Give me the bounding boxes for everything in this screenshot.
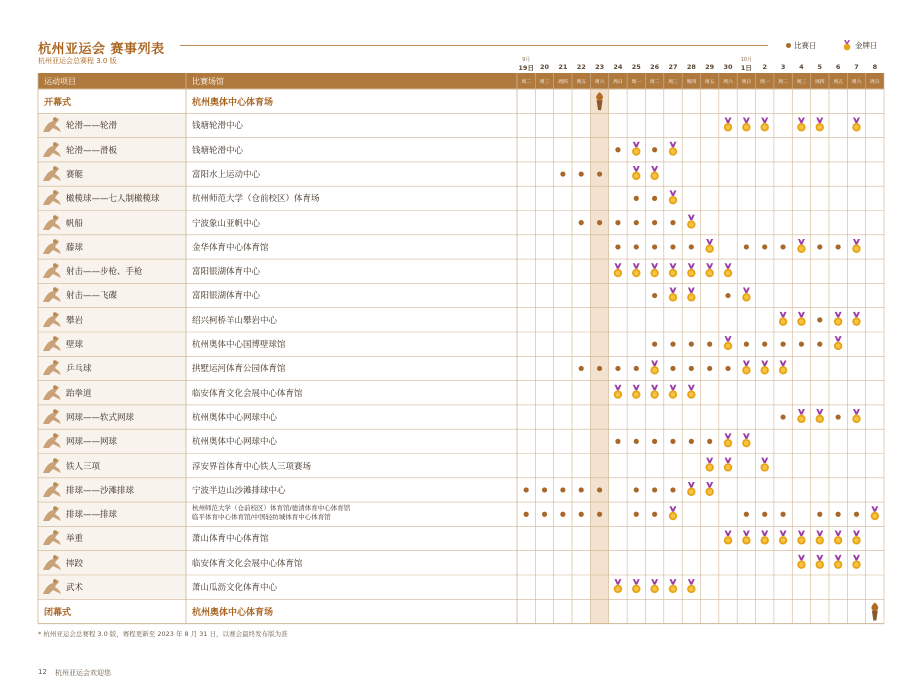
- sport-name: 帆船: [66, 218, 84, 229]
- venue-name: 杭州奥体中心网球中心: [192, 437, 278, 448]
- weekday-label: 周日: [613, 80, 623, 85]
- competition-day-dot: [597, 171, 602, 176]
- sport-name: 摔跤: [66, 558, 84, 569]
- venue-name: 金华体育中心体育馆: [192, 242, 269, 253]
- gold-medal-mark: [761, 360, 769, 374]
- beach-volleyball-icon: [40, 481, 64, 500]
- venue-name: 淳安界首体育中心铁人三项赛场: [192, 461, 312, 472]
- venue-name: 宁波象山亚帆中心: [192, 218, 261, 229]
- competition-day-dot: [579, 220, 584, 225]
- competition-day-dot: [634, 512, 639, 517]
- gold-medal-mark: [687, 288, 695, 302]
- gold-medal-mark: [705, 458, 713, 472]
- venue-name: 临安体育文化会展中心体育馆: [192, 558, 303, 569]
- competition-day-dot: [597, 220, 602, 225]
- date-label: 22: [576, 63, 586, 71]
- gold-medal-mark: [705, 239, 713, 253]
- gold-medal-mark: [816, 531, 824, 545]
- competition-day-dot: [579, 487, 584, 492]
- competition-day-dot: [652, 147, 657, 152]
- competition-day-dot: [707, 439, 712, 444]
- gold-medal-mark: [705, 263, 713, 277]
- gold-medal-mark: [650, 385, 658, 399]
- sport-name: 攀岩: [66, 315, 84, 326]
- wrestling-icon: [40, 554, 64, 573]
- venue-name: 拱墅运河体育公园体育馆: [192, 364, 286, 375]
- gold-medal-mark: [705, 482, 713, 496]
- weekday-label: 周四: [814, 80, 825, 85]
- venue-name: 临安体育文化会展中心体育馆: [192, 388, 303, 399]
- date-label: 6: [835, 63, 841, 71]
- sport-name: 跆拳道: [66, 388, 92, 399]
- gold-medal-mark: [614, 579, 622, 593]
- triathlon-icon: [40, 457, 64, 476]
- skateboarding-icon: [40, 141, 64, 160]
- competition-day-dot: [817, 512, 822, 517]
- taekwondo-icon: [40, 384, 64, 403]
- competition-day-dot: [597, 512, 602, 517]
- competition-day-dot: [670, 366, 675, 371]
- competition-day-dot: [652, 512, 657, 517]
- venue-name: 宁波半边山沙滩排球中心: [192, 485, 286, 496]
- gold-medal-mark: [852, 409, 860, 423]
- competition-day-dot: [744, 342, 749, 347]
- competition-day-dot: [707, 342, 712, 347]
- competition-day-dot: [579, 171, 584, 176]
- competition-day-dot: [780, 342, 785, 347]
- gold-medal-mark: [852, 239, 860, 253]
- gold-medal-mark: [797, 117, 805, 131]
- sepaktakraw-icon: [40, 238, 64, 257]
- sailing-icon: [40, 214, 64, 233]
- weekday-label: 周二: [778, 80, 788, 85]
- gold-medal-mark: [852, 117, 860, 131]
- weekday-label: 周一: [759, 80, 770, 85]
- competition-day-dot: [854, 512, 859, 517]
- month-label: 9月: [522, 57, 531, 63]
- gold-medal-mark: [650, 166, 658, 180]
- ceremony-name: 闭幕式: [44, 608, 72, 619]
- sport-name: 网球——网球: [66, 437, 118, 448]
- sport-name: 赛艇: [66, 169, 84, 180]
- date-label: 21: [558, 63, 568, 71]
- venue-name: 富阳银湖体育中心: [192, 267, 261, 278]
- sport-name: 武术: [66, 583, 84, 593]
- date-label: 30: [723, 63, 733, 71]
- sport-name: 射击——步枪、手枪: [66, 267, 143, 278]
- date-label: 28: [686, 63, 696, 71]
- sport-column-header: 运动项目: [44, 77, 76, 86]
- sport-name: 网球——软式网球: [66, 412, 135, 423]
- trap-shooting-icon: [40, 286, 64, 305]
- venue-name: 杭州奥体中心国博壁球馆: [192, 340, 286, 350]
- weekday-label: 周四: [558, 80, 568, 85]
- competition-day-dot: [615, 220, 620, 225]
- competition-day-dot: [817, 342, 822, 347]
- sport-name: 壁球: [66, 340, 84, 350]
- legend-competition-label: 比赛日: [794, 41, 817, 50]
- gold-medal-mark: [614, 385, 622, 399]
- competition-day-dot: [744, 244, 749, 249]
- date-label: 4: [799, 63, 804, 71]
- footnote: * 杭州亚运会总赛程 3.0 版，赛程更新至 2023 年 8 月 31 日，以赛会最终发布版为准: [38, 630, 288, 638]
- soft-tennis-icon: [40, 408, 64, 427]
- competition-day-dot: [762, 244, 767, 249]
- competition-day-dot: [634, 196, 639, 201]
- gold-medal-mark: [797, 555, 805, 569]
- gold-medal-mark: [779, 312, 787, 326]
- weekday-label: 周日: [870, 80, 880, 85]
- gold-medal-mark: [669, 506, 677, 520]
- gold-medal-mark: [834, 555, 842, 569]
- competition-day-dot: [615, 147, 620, 152]
- weekday-label: 周五: [576, 80, 587, 85]
- weekday-label: 周二: [649, 80, 660, 85]
- competition-day-dot: [615, 244, 620, 249]
- sport-name: 乒乓球: [66, 364, 92, 375]
- gold-medal-mark: [632, 579, 640, 593]
- competition-day-dot: [689, 366, 694, 371]
- venue-name: 萧山体育中心体育馆: [192, 534, 269, 545]
- competition-day-dot: [634, 220, 639, 225]
- venue-column-header: 比赛场馆: [192, 77, 224, 86]
- gold-medal-mark: [669, 263, 677, 277]
- competition-day-dot: [689, 342, 694, 347]
- weekday-label: 周六: [594, 80, 605, 85]
- shooting-icon: [40, 262, 64, 281]
- gold-medal-mark: [871, 506, 879, 520]
- gold-medal-mark: [724, 336, 732, 350]
- competition-day-dot: [615, 366, 620, 371]
- gold-medal-mark: [724, 117, 732, 131]
- competition-day-dot: [542, 487, 547, 492]
- venue-name: 钱塘轮滑中心: [192, 145, 244, 156]
- gold-medal-mark: [669, 142, 677, 156]
- weekday-label: 周三: [796, 80, 807, 85]
- competition-day-dot: [817, 317, 822, 322]
- competition-day-dot: [560, 512, 565, 517]
- gold-medal-mark: [742, 531, 750, 545]
- competition-day-dot: [670, 220, 675, 225]
- competition-day-dot: [615, 439, 620, 444]
- competition-day-dot: [836, 244, 841, 249]
- wushu-icon: [40, 578, 64, 597]
- weightlifting-icon: [40, 529, 64, 548]
- gold-medal-mark: [650, 263, 658, 277]
- sport-name: 轮滑——轮滑: [66, 121, 118, 132]
- gold-medal-mark: [650, 360, 658, 374]
- gold-medal-mark: [669, 579, 677, 593]
- sport-name: 排球——排球: [66, 510, 118, 521]
- gold-medal-mark: [669, 288, 677, 302]
- gold-medal-mark: [797, 239, 805, 253]
- gold-medal-mark: [724, 458, 732, 472]
- gold-medal-mark: [742, 433, 750, 447]
- gold-medal-mark: [742, 288, 750, 302]
- venue-name: [192, 504, 350, 521]
- sport-name: 轮滑——滑板: [66, 145, 118, 156]
- venue-name: 富阳水上运动中心: [192, 169, 261, 180]
- competition-day-dot: [744, 512, 749, 517]
- weekday-label: 周四: [686, 80, 697, 85]
- competition-day-dot: [725, 293, 730, 298]
- rugby-icon: [40, 189, 64, 208]
- date-label: 25: [631, 63, 641, 71]
- tennis-icon: [40, 432, 64, 451]
- gold-medal-mark: [669, 190, 677, 204]
- date-label: 5: [817, 63, 823, 71]
- weekday-label: 周六: [851, 80, 862, 85]
- volleyball-icon: [40, 505, 64, 524]
- month-label: 10月: [740, 57, 753, 63]
- competition-day-dot: [597, 366, 602, 371]
- gold-medal-mark: [724, 433, 732, 447]
- page-number: 12: [38, 668, 47, 676]
- date-label: 3: [780, 63, 786, 71]
- competition-day-dot: [725, 366, 730, 371]
- competition-day-dot: [670, 244, 675, 249]
- competition-day-dot: [542, 512, 547, 517]
- gold-medal-mark: [852, 555, 860, 569]
- roller-skating-icon: [40, 116, 64, 135]
- footer-text: 杭州亚运会欢迎您: [55, 669, 111, 677]
- gold-medal-mark: [632, 142, 640, 156]
- competition-day-dot: [652, 293, 657, 298]
- competition-day-dot: [836, 512, 841, 517]
- squash-icon: [40, 335, 64, 354]
- date-label: 1日: [740, 64, 752, 72]
- competition-day-dot: [689, 244, 694, 249]
- rowing-icon: [40, 165, 64, 184]
- page-subtitle: 杭州亚运会总赛程 3.0 版: [38, 57, 117, 65]
- date-label: 26: [650, 63, 660, 71]
- table-tennis-icon: [40, 359, 64, 378]
- gold-medal-mark: [687, 482, 695, 496]
- competition-day-dot: [817, 244, 822, 249]
- gold-medal-mark: [834, 531, 842, 545]
- venue-name: 钱塘轮滑中心: [192, 121, 244, 132]
- gold-medal-mark: [761, 458, 769, 472]
- competition-day-dot: [560, 171, 565, 176]
- weekday-label: 周三: [668, 80, 678, 85]
- competition-day-dot: [799, 342, 804, 347]
- sport-name: 橄榄球——七人制橄榄球: [66, 194, 160, 205]
- gold-medal-mark: [816, 117, 824, 131]
- competition-day-dot: [780, 512, 785, 517]
- competition-day-dot: [634, 244, 639, 249]
- gold-medal-mark: [632, 263, 640, 277]
- venue-name: 富阳银湖体育中心: [192, 291, 261, 302]
- sport-name: 射击——飞碟: [66, 291, 118, 302]
- competition-day-dot: [780, 414, 785, 419]
- venue-name: 杭州奥体中心网球中心: [192, 412, 278, 423]
- competition-day-dot: [634, 487, 639, 492]
- competition-day-dot: [579, 366, 584, 371]
- date-label: 23: [595, 63, 605, 71]
- gold-medal-mark: [669, 385, 677, 399]
- competition-day-dot: [652, 196, 657, 201]
- date-label: 19日: [518, 64, 534, 72]
- weekday-label: 周日: [741, 80, 752, 85]
- gold-medal-mark: [816, 555, 824, 569]
- sport-name: 举重: [66, 534, 84, 545]
- competition-day-dot: [836, 414, 841, 419]
- gold-medal-mark: [852, 312, 860, 326]
- gold-medal-mark: [761, 531, 769, 545]
- competition-day-dot: [652, 342, 657, 347]
- competition-day-dot: [579, 512, 584, 517]
- competition-day-dot: [689, 439, 694, 444]
- date-label: 8: [872, 63, 878, 71]
- gold-medal-mark: [742, 360, 750, 374]
- gold-medal-mark: [852, 531, 860, 545]
- competition-day-dot: [762, 342, 767, 347]
- gold-medal-mark: [834, 312, 842, 326]
- competition-day-dot: [652, 439, 657, 444]
- competition-day-dot: [524, 512, 529, 517]
- date-label: 29: [705, 63, 715, 71]
- gold-medal-mark: [687, 385, 695, 399]
- sport-name: 藤球: [66, 242, 84, 253]
- gold-medal-mark: [724, 531, 732, 545]
- date-label: 2: [762, 63, 768, 71]
- weekday-label: 周五: [833, 80, 843, 85]
- gold-medal-mark: [779, 360, 787, 374]
- gold-medal-mark: [834, 336, 842, 350]
- gold-medal-mark: [687, 215, 695, 229]
- weekday-label: 周一: [631, 80, 642, 85]
- gold-medal-mark: [797, 409, 805, 423]
- date-label: 24: [613, 63, 623, 71]
- legend-gold-label: 金牌日: [855, 41, 878, 50]
- gold-medal-mark: [761, 117, 769, 131]
- venue-line: 杭州师范大学（仓前校区）体育馆/德清体育中心体育馆: [192, 504, 351, 513]
- competition-day-dot: [670, 439, 675, 444]
- gold-medal-mark: [687, 263, 695, 277]
- gold-medal-mark: [779, 531, 787, 545]
- gold-medal-mark: [797, 531, 805, 545]
- ceremony-venue: 杭州奥体中心体育场: [192, 608, 274, 619]
- gold-medal-mark: [614, 263, 622, 277]
- torch-icon: [871, 602, 878, 620]
- venue-name: 萧山瓜沥文化体育中心: [192, 583, 278, 593]
- competition-day-dot: [634, 366, 639, 371]
- competition-day-dot: [652, 220, 657, 225]
- competition-day-dot: [707, 366, 712, 371]
- gold-medal-mark: [742, 117, 750, 131]
- gold-medal-mark: [632, 166, 640, 180]
- date-label: 27: [668, 63, 678, 71]
- ceremony-name: 开幕式: [44, 98, 72, 108]
- gold-medal-mark: [632, 385, 640, 399]
- competition-day-dot: [762, 512, 767, 517]
- competition-day-dot: [652, 487, 657, 492]
- competition-day-dot: [670, 342, 675, 347]
- gold-medal-mark: [797, 312, 805, 326]
- gold-medal-mark: [724, 263, 732, 277]
- competition-day-dot: [560, 487, 565, 492]
- competition-day-dot: [670, 487, 675, 492]
- climbing-icon: [40, 311, 64, 330]
- weekday-label: 周三: [539, 80, 550, 85]
- weekday-label: 周二: [521, 80, 531, 85]
- venue-name: 绍兴柯桥羊山攀岩中心: [192, 315, 278, 326]
- weekday-label: 周五: [704, 80, 715, 85]
- venue-line: 临平体育中心体育馆/中国轻纺城体育中心体育馆: [192, 512, 331, 521]
- gold-medal-mark: [687, 579, 695, 593]
- competition-day-dot: [652, 244, 657, 249]
- page-title: 杭州亚运会 赛事列表: [38, 42, 165, 57]
- competition-day-dot: [597, 487, 602, 492]
- date-label: 20: [540, 63, 550, 71]
- competition-day-dot: [524, 487, 529, 492]
- date-label: 7: [854, 63, 859, 71]
- sport-name: 排球——沙滩排球: [66, 485, 135, 496]
- weekday-label: 周六: [723, 80, 733, 85]
- competition-day-dot: [634, 439, 639, 444]
- competition-day-dot: [780, 244, 785, 249]
- venue-name: 杭州师范大学（仓前校区）体育场: [192, 194, 320, 205]
- gold-medal-mark: [816, 409, 824, 423]
- sport-name: 铁人三项: [66, 461, 101, 472]
- ceremony-venue: 杭州奥体中心体育场: [192, 98, 274, 108]
- gold-medal-mark: [650, 579, 658, 593]
